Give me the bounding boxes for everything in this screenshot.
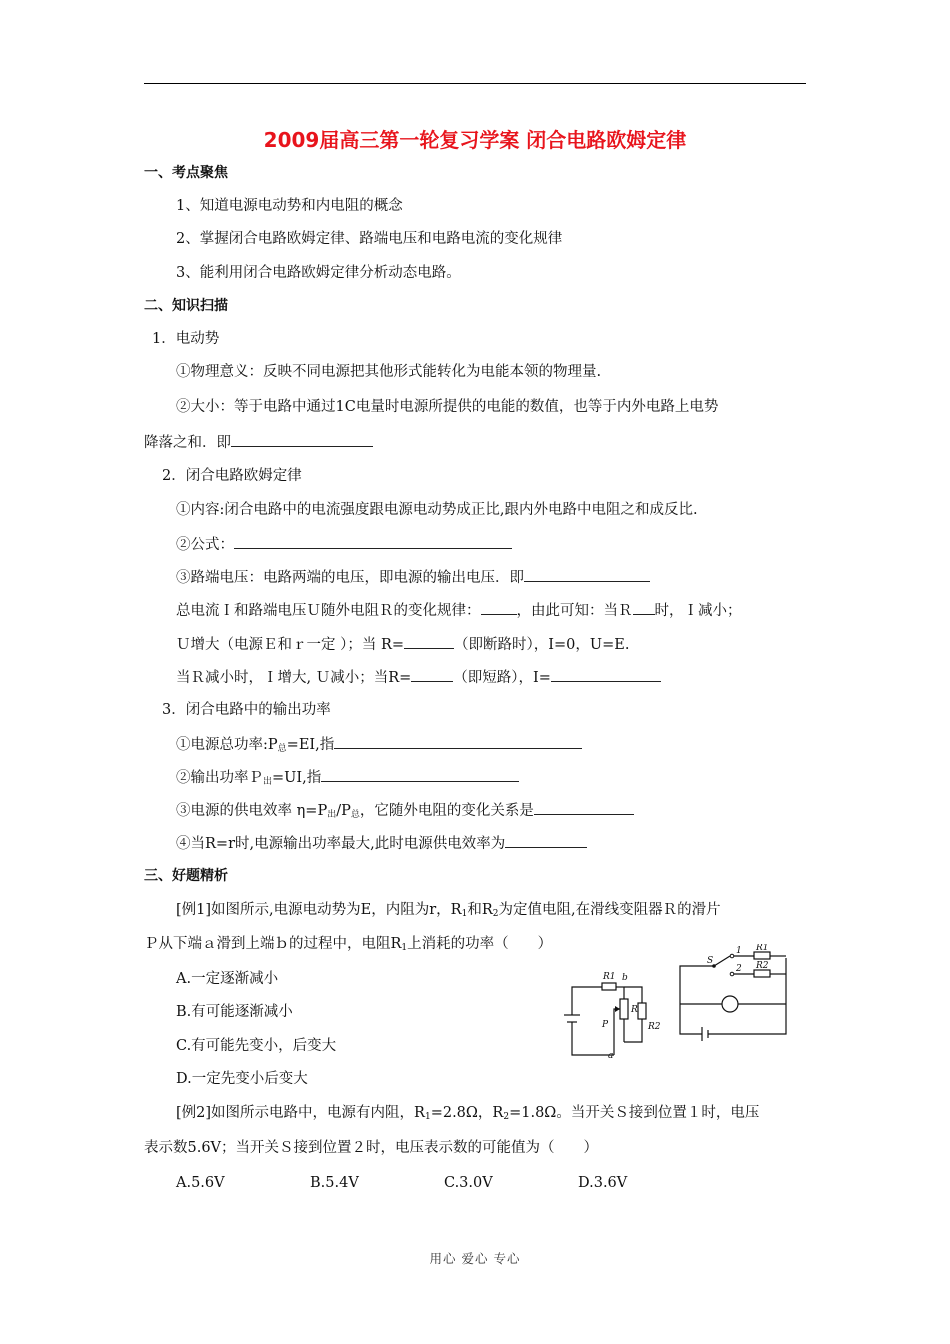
ex1-option-d[interactable]: D.一定先变小后变大 [176, 1071, 308, 1087]
blank-max-efficiency[interactable] [505, 833, 587, 848]
ex1-option-b[interactable]: B.有可能逐渐减小 [176, 1004, 293, 1020]
output-power-text-2: =UI,指 [272, 770, 322, 786]
fig1-slider-arrow [615, 1006, 620, 1012]
fig2-label-1: 1 [736, 946, 742, 956]
output-sub: 出 [263, 777, 273, 787]
fig1-label-r: R [631, 1005, 638, 1015]
page-footer: 用心 爱心 专心 [429, 1251, 521, 1266]
variation-text-2: ，由此可知：当Ｒ [516, 603, 633, 619]
total-power-text-2: =EI,指 [286, 737, 335, 753]
short-circuit-text-1: 当Ｒ减小时，Ｉ增大, Ｕ减小；当R= [176, 670, 412, 686]
circuit-diagram-1 [556, 965, 668, 1060]
blank-open-r[interactable] [404, 634, 454, 649]
variation-text-3: 时，Ｉ减小； [654, 603, 742, 619]
blank-variation[interactable] [481, 600, 517, 615]
ex1-text-a: [例1]如图所示,电源电动势为E，内阻为r，R [176, 902, 462, 918]
example-2-line1 [176, 1103, 759, 1127]
s1-item-2: 2、掌握闭合电路欧姆定律、路端电压和电路电流的变化规律 [176, 231, 563, 247]
example-2-line2: 表示数5.6V；当开关Ｓ接到位置２时，电压表示数的可能值为（ ） [144, 1140, 599, 1156]
ex1-text-e: 上消耗的功率（ ） [407, 936, 553, 952]
ex2-text-a: [例2]如图所示电路中，电源有内阻，R [176, 1105, 425, 1121]
fig2-wire-left [680, 966, 714, 1034]
ex2-option-b[interactable]: B.5.4V [310, 1175, 359, 1191]
variation-rule [176, 600, 742, 621]
ohm-content: ①内容:闭合电路中的电流强度跟电源电动势成正比,跟内外电路中电阻之和成反比. [176, 502, 698, 518]
total-power [176, 734, 582, 759]
fig2-wire-bottom-right [708, 958, 786, 1034]
ex1-text-d: Ｐ从下端ａ滑到上端ｂ的过程中，电阻R [144, 936, 402, 952]
section-1-heading: 一、考点聚焦 [144, 165, 228, 181]
ex2-sub-2: 2 [503, 1112, 510, 1122]
section-2-heading: 二、知识扫描 [144, 298, 228, 314]
fig2-voltmeter [722, 996, 738, 1012]
fig1-wire-r2-top [624, 987, 642, 1003]
fig2-contact-1 [730, 954, 734, 958]
efficiency [176, 800, 634, 825]
fig1-label-p: P [602, 1020, 609, 1030]
efficiency-text-2: /P [336, 803, 351, 819]
efficiency-sub-2: 总 [350, 810, 360, 820]
fig2-label-2: 2 [736, 964, 742, 974]
open-circuit [176, 634, 629, 655]
fig1-label-a: a [608, 1051, 614, 1060]
fig1-label-r1: R1 [603, 972, 616, 982]
ex1-sub-1: 1 [461, 909, 468, 919]
blank-short-i[interactable] [551, 667, 661, 682]
ohm-formula-label: ②公式： [176, 537, 234, 553]
fig1-r2-resistor [638, 1003, 646, 1019]
fig2-r2-resistor [754, 970, 770, 977]
output-power [176, 767, 519, 792]
ex1-option-a[interactable]: A.一定逐渐减小 [176, 971, 279, 987]
open-circuit-text-2: （即断路时），I=0，U=E. [454, 637, 630, 653]
blank-output-power[interactable] [321, 767, 519, 782]
header-rule [144, 83, 806, 84]
total-power-text: ①电源总功率:P [176, 737, 278, 753]
terminal-voltage [176, 567, 650, 588]
output-power-text: ②输出功率Ｐ [176, 770, 263, 786]
efficiency-text-3: ，它随外电阻的变化关系是 [359, 803, 534, 819]
total-sub: 总 [277, 744, 287, 754]
fig1-wire-slider [614, 1009, 620, 1055]
fig2-switch-blade [714, 956, 730, 966]
ex2-text-b: =2.8Ω，R [430, 1105, 504, 1121]
emf-size-line2 [144, 432, 373, 453]
variation-text-1: 总电流Ｉ和路端电压Ｕ随外电阻Ｒ的变化规律： [176, 603, 481, 619]
blank-efficiency[interactable] [534, 800, 634, 815]
ex2-option-a[interactable]: A.5.6V [176, 1175, 225, 1191]
terminal-voltage-text: ③路端电压：电路两端的电压，即电源的输出电压．即 [176, 570, 524, 586]
emf-size-line1: ②大小：等于电路中通过1C电量时电源所提供的电能的数值，也等于内外电路上电势 [176, 399, 719, 415]
blank-formula[interactable] [234, 534, 512, 549]
ex1-option-c[interactable]: C.有可能先变小，后变大 [176, 1038, 337, 1054]
ohm-formula [176, 534, 512, 555]
fig1-wire-r2-bottom [624, 1019, 642, 1042]
power-heading: 3．闭合电路中的输出功率 [162, 702, 331, 718]
example-1-line1 [176, 900, 721, 924]
blank-emf[interactable] [231, 432, 373, 447]
s1-item-1: 1、知道电源电动势和内电阻的概念 [176, 198, 403, 214]
max-power [176, 833, 587, 854]
efficiency-sub-1: 出 [327, 810, 337, 820]
fig1-label-r2: R2 [648, 1022, 661, 1032]
blank-total-power[interactable] [334, 734, 582, 749]
blank-short-r[interactable] [411, 667, 453, 682]
fig1-rheostat [620, 999, 628, 1019]
blank-terminal-voltage[interactable] [524, 567, 650, 582]
emf-meaning: ①物理意义：反映不同电源把其他形式能转化为电能本领的物理量. [176, 364, 602, 380]
fig2-label-r1: R1 [756, 944, 769, 953]
ex1-sub-3: 1 [401, 943, 408, 953]
ex2-sub-1: 1 [424, 1112, 431, 1122]
ex1-text-c: 为定值电阻,在滑线变阻器Ｒ的滑片 [498, 902, 721, 918]
fig1-wire-top-left [572, 987, 602, 1015]
s1-item-3: 3、能利用闭合电路欧姆定律分析动态电路。 [176, 265, 461, 281]
ohm-heading: 2．闭合电路欧姆定律 [162, 468, 302, 484]
fig2-label-r2: R2 [756, 961, 769, 971]
fig2-label-s: S [707, 956, 714, 966]
example-1-line2 [144, 934, 552, 958]
emf-heading: 1．电动势 [152, 331, 220, 347]
ex2-option-d[interactable]: D.3.6V [578, 1175, 628, 1191]
ex1-text-b: 和R [467, 902, 493, 918]
open-circuit-text-1: Ｕ增大（电源Ｅ和ｒ一定 ）；当 R= [176, 637, 405, 653]
fig2-contact-2 [730, 972, 734, 976]
fig1-label-b: b [622, 973, 628, 983]
fig1-r1-resistor [602, 983, 616, 990]
emf-size-text: 降落之和．即 [144, 435, 231, 451]
page-title: 2009届高三第一轮复习学案 闭合电路欧姆定律 [263, 128, 687, 152]
efficiency-text: ③电源的供电效率 η=P [176, 803, 328, 819]
short-circuit [176, 667, 661, 688]
ex2-text-c: =1.8Ω。当开关Ｓ接到位置１时，电压 [509, 1105, 760, 1121]
ex1-sub-2: 2 [492, 909, 499, 919]
max-power-text: ④当R=r时,电源输出功率最大,此时电源供电效率为 [176, 836, 506, 852]
fig2-r1-resistor [754, 952, 770, 959]
blank-r-condition[interactable] [633, 600, 655, 615]
ex2-option-c[interactable]: C.3.0V [444, 1175, 493, 1191]
circuit-diagram-2 [674, 944, 794, 1046]
section-3-heading: 三、好题精析 [144, 868, 228, 884]
short-circuit-text-2: （即短路），I= [453, 670, 551, 686]
